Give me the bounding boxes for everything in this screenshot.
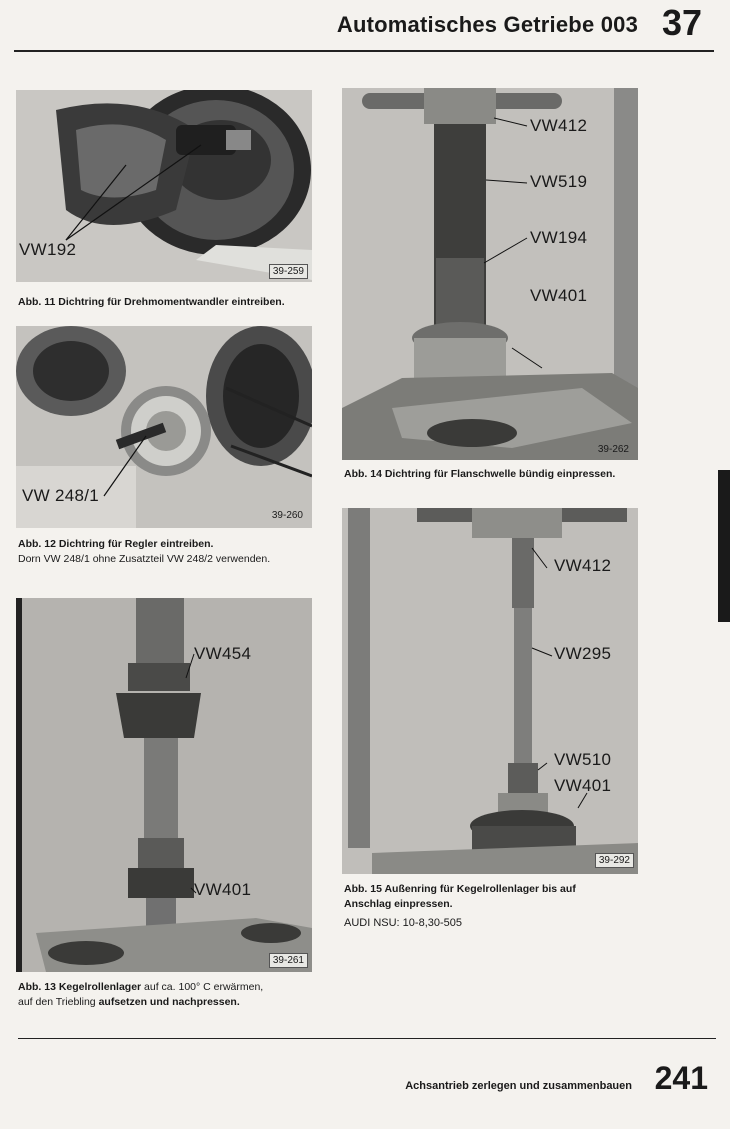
tool-label-vw295: VW295	[554, 644, 612, 663]
figure-15-photo	[342, 508, 638, 874]
figure-12-number: 39-260	[271, 510, 303, 521]
figure-13-caption-bold-2: aufsetzen und nachpressen.	[98, 996, 240, 1008]
tool-label-vw519: VW519	[530, 172, 588, 191]
section-number: 37	[661, 2, 702, 43]
figure-15-number: 39-292	[595, 853, 634, 868]
figure-13-caption-text-1: auf ca. 100° C erwärmen,	[144, 981, 264, 993]
tool-label-vw248-1: VW 248/1	[22, 486, 100, 505]
figure-11-caption-bold: Abb. 11 Dichtring für Drehmomentwandler eintreiben.	[18, 296, 285, 308]
figure-13-caption-bold-1: Abb. 13 Kegelrollenlager	[18, 981, 142, 993]
tool-label-vw510: VW510	[554, 750, 612, 769]
figure-14-photo	[342, 88, 638, 460]
figure-11-number: 39-259	[269, 264, 308, 279]
footer-section-title: Achsantrieb zerlegen und zusammenbauen	[405, 1080, 632, 1092]
figure-13-number: 39-261	[269, 953, 308, 968]
figure-13-illustration	[16, 598, 312, 972]
page-header-title: Automatisches Getriebe 003	[336, 12, 638, 37]
page-number: 241	[654, 1060, 708, 1096]
figure-13-caption-text-2: auf den Triebling	[18, 996, 96, 1008]
figure-12-caption-text: Dorn VW 248/1 ohne Zusatzteil VW 248/2 verwenden.	[18, 553, 271, 565]
tool-label-vw194: VW194	[530, 228, 588, 247]
tool-label-vw401: VW401	[194, 880, 252, 899]
header-rule	[14, 50, 714, 52]
tool-label-vw401-a: VW401	[530, 286, 588, 305]
chapter-side-tab	[718, 470, 730, 622]
figure-15-caption-text: AUDI NSU: 10-8,30-505	[344, 917, 462, 929]
tool-label-vw412-a: VW412	[530, 116, 588, 135]
figure-14-illustration	[342, 88, 638, 460]
tool-label-vw412-b: VW412	[554, 556, 612, 575]
figure-15-caption-bold: Abb. 15 Außenring für Kegelrollenlager bis auf Anschlag einpressen.	[344, 883, 576, 910]
figure-14-number: 39-262	[597, 444, 629, 455]
figure-12-photo	[16, 326, 312, 528]
footer-rule	[18, 1038, 716, 1039]
figure-12-caption-bold: Abb. 12 Dichtring für Regler eintreiben.	[18, 538, 214, 550]
tool-label-vw401-b: VW401	[554, 776, 612, 795]
figure-15-caption	[344, 882, 614, 931]
figure-14-caption-bold: Abb. 14 Dichtring für Flanschwelle bündig einpressen.	[344, 468, 616, 480]
tool-label-vw454: VW454	[194, 644, 252, 663]
figure-12-caption	[18, 537, 308, 567]
figure-14-caption	[344, 467, 644, 482]
figure-13-photo	[16, 598, 312, 972]
figure-13-caption	[18, 980, 318, 1010]
figure-11-caption	[18, 295, 318, 310]
tool-label-vw192: VW192	[19, 240, 77, 259]
figure-11-photo	[16, 90, 312, 282]
